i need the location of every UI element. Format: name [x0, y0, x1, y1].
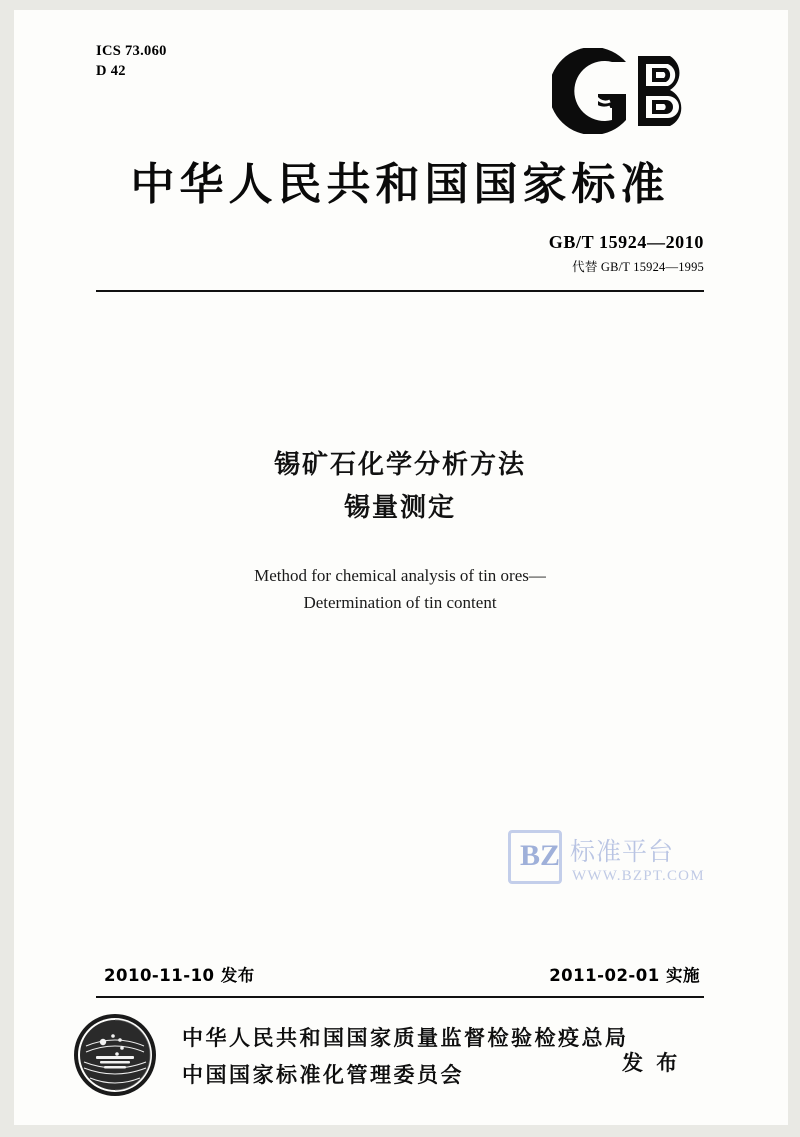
- ics-classification: D 42: [96, 62, 126, 79]
- national-emblem-icon: [72, 1012, 158, 1098]
- subject-title-cn-line1: 锡矿石化学分析方法: [273, 450, 526, 480]
- watermark: [508, 824, 748, 904]
- gb-logo: [552, 48, 712, 134]
- publisher-line-2: 中国国家标准化管理委员会: [182, 1062, 464, 1087]
- effective-date: 2011-02-01 实施: [549, 966, 700, 985]
- watermark-text: 标准平台: [570, 837, 675, 866]
- standard-number: GB/T 15924—2010: [548, 232, 704, 252]
- footer-divider: [96, 996, 704, 998]
- subject-title-cn: [0, 444, 800, 530]
- publish-label: 发 布: [622, 1051, 681, 1075]
- subject-title-en-line2: Determination of tin content: [303, 593, 497, 613]
- publisher-line-1: 中华人民共和国国家质量监督检验检疫总局: [182, 1026, 629, 1050]
- watermark-badge-label: BZ: [520, 839, 561, 872]
- subject-title-en: [0, 562, 800, 616]
- subject-title-cn-line2: 锡量测定: [343, 492, 456, 523]
- standard-replaces: 代替 GB/T 15924—1995: [572, 260, 704, 274]
- issue-date: 2010-11-10 发布: [104, 966, 255, 985]
- publisher-block: [182, 1020, 629, 1094]
- watermark-url: WWW.BZPT.COM: [572, 868, 705, 884]
- subject-title-en-line1: Method for chemical analysis of tin ores—: [254, 566, 546, 585]
- watermark-badge-icon: [508, 830, 562, 884]
- page-title: 中华人民共和国国家标准: [130, 159, 670, 210]
- standard-number-block: [549, 232, 704, 275]
- header-divider: [96, 290, 704, 292]
- ics-code: ICS 73.060: [96, 43, 167, 59]
- ics-block: [96, 42, 167, 81]
